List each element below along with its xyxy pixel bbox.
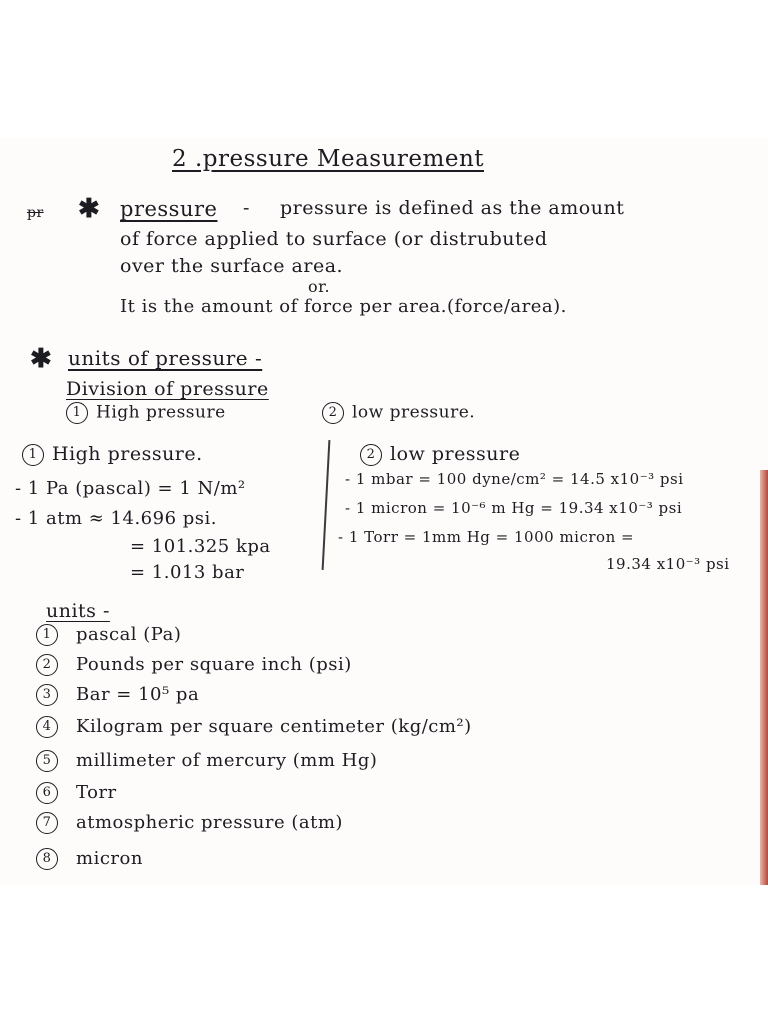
star-bullet-icon: ✱ xyxy=(78,194,101,224)
number-1-icon: 1 xyxy=(22,444,44,466)
division-low xyxy=(322,402,475,424)
units-list-item xyxy=(36,750,377,772)
red-background-edge xyxy=(760,470,768,885)
number-1-icon: 1 xyxy=(66,402,88,424)
low-row-1: - 1 mbar = 100 dyne/cm² = 14.5 x10⁻³ psi xyxy=(345,470,684,488)
high-pressure-heading xyxy=(22,443,203,466)
high-row-3: = 101.325 kpa xyxy=(130,536,271,557)
units-list-item-text: micron xyxy=(76,848,143,869)
units-of-pressure-heading: units of pressure - xyxy=(68,346,263,370)
units-list-item-text: Kilogram per square centimeter (kg/cm²) xyxy=(76,716,472,737)
definition-or: or. xyxy=(308,277,331,296)
definition-line-2: of force applied to surface (or distrubuted xyxy=(120,228,548,250)
number-5-icon: 5 xyxy=(36,750,58,772)
low-pressure-heading xyxy=(360,443,520,466)
units-list-item xyxy=(36,848,143,870)
units-list-item xyxy=(36,782,117,804)
definition-line-1: pressure is defined as the amount xyxy=(280,197,625,219)
units-list-item xyxy=(36,654,352,676)
definition-dash: - xyxy=(243,197,250,219)
units-list-item-text: Torr xyxy=(76,782,117,803)
definition-line-4: It is the amount of force per area.(force/area). xyxy=(120,296,567,317)
definition-heading: pressure xyxy=(120,197,218,221)
page-title: 2 .pressure Measurement xyxy=(172,146,484,172)
number-3-icon: 3 xyxy=(36,684,58,706)
number-4-icon: 4 xyxy=(36,716,58,738)
number-2-icon: 2 xyxy=(36,654,58,676)
units-list-item-text: atmospheric pressure (atm) xyxy=(76,812,343,833)
star-bullet-icon: ✱ xyxy=(30,344,53,374)
high-pressure-label: High pressure. xyxy=(52,443,203,465)
units-list-item xyxy=(36,716,472,738)
low-row-2: - 1 micron = 10⁻⁶ m Hg = 19.34 x10⁻³ psi xyxy=(345,499,683,517)
number-2-icon: 2 xyxy=(322,402,344,424)
division-low-label: low pressure. xyxy=(352,402,476,423)
low-row-3: - 1 Torr = 1mm Hg = 1000 micron = xyxy=(338,528,635,546)
division-high-label: High pressure xyxy=(96,402,226,423)
definition-line-3: over the surface area. xyxy=(120,255,344,277)
units-list-item xyxy=(36,624,181,646)
number-7-icon: 7 xyxy=(36,812,58,834)
units-list-item-text: Bar = 10⁵ pa xyxy=(76,684,200,705)
units-list-item xyxy=(36,812,343,834)
low-pressure-label: low pressure xyxy=(390,443,521,465)
margin-mark: pr xyxy=(27,205,44,221)
high-row-1: - 1 Pa (pascal) = 1 N/m² xyxy=(15,478,246,499)
units-list-heading: units - xyxy=(46,600,110,622)
units-list-item-text: millimeter of mercury (mm Hg) xyxy=(76,750,378,771)
division-high xyxy=(66,402,226,424)
low-row-4: 19.34 x10⁻³ psi xyxy=(606,555,730,573)
units-list-item-text: Pounds per square inch (psi) xyxy=(76,654,352,675)
units-list-item-text: pascal (Pa) xyxy=(76,624,182,645)
division-heading: Division of pressure xyxy=(66,378,269,400)
units-list-item xyxy=(36,684,199,706)
number-1-icon: 1 xyxy=(36,624,58,646)
number-6-icon: 6 xyxy=(36,782,58,804)
high-row-4: = 1.013 bar xyxy=(130,562,245,583)
number-8-icon: 8 xyxy=(36,848,58,870)
number-2-icon: 2 xyxy=(360,444,382,466)
high-row-2: - 1 atm ≈ 14.696 psi. xyxy=(15,508,217,529)
